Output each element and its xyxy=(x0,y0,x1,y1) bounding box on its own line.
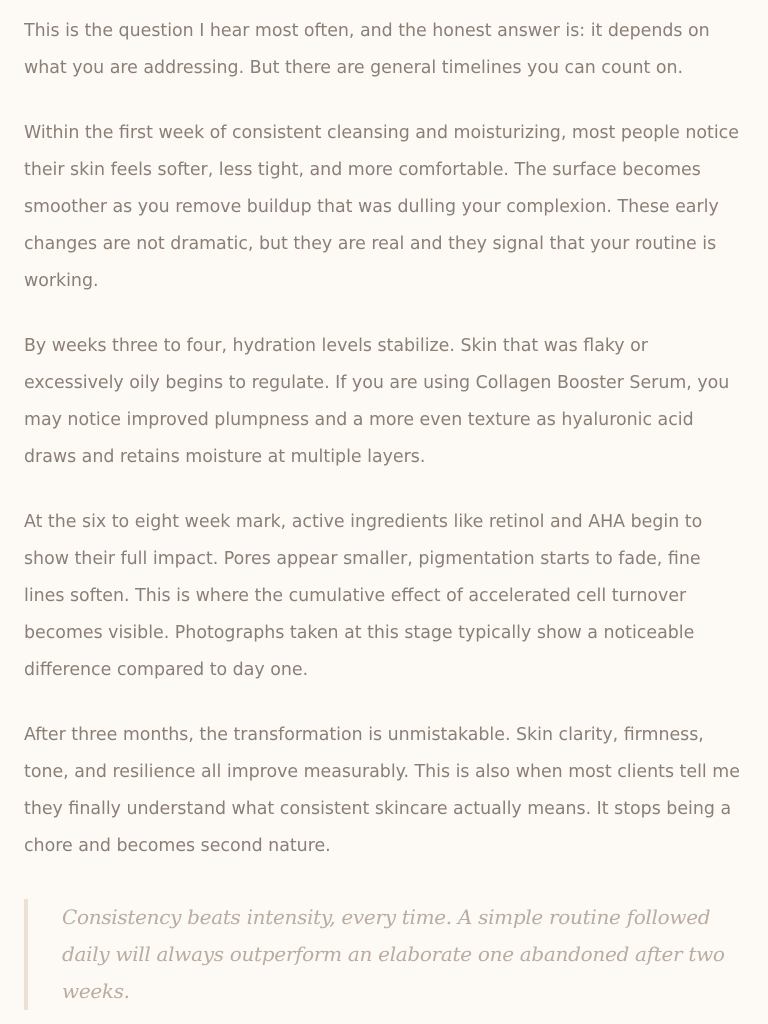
paragraph-intro: This is the question I hear most often, and the honest answer is: it depends on what you are addressing. But there are general timelines you can count on. xyxy=(24,21,710,78)
paragraph-weeks-three-four: By weeks three to four, hydration levels stabilize. Skin that was flaky or excessively oily begins to regulate. If you are using Collagen Booster Serum, you may notice improved plumpness and a more even texture as hyaluronic acid draws and retains moisture at multiple layers. xyxy=(24,336,730,467)
paragraph-first-week: Within the first week of consistent cleansing and moisturizing, most people notice their skin feels softer, less tight, and more comfortable. The surface becomes smoother as you remove buildup that was dulling your complexion. These early changes are not dramatic, but they are real and they signal that your routine is working. xyxy=(24,123,739,291)
paragraph-three-months: After three months, the transformation is unmistakable. Skin clarity, firmness, tone, and resilience all improve measurably. This is also when most clients tell me they finally understand what consistent skincare actually means. It stops being a chore and becomes second nature. xyxy=(24,725,740,856)
pull-quote: Consistency beats intensity, every time. A simple routine followed daily will always outperform an elaborate one abandoned after two weeks. xyxy=(24,899,744,1010)
paragraph-six-eight-weeks: At the six to eight week mark, active ingredients like retinol and AHA begin to show their full impact. Pores appear smaller, pigmentation starts to fade, fine lines soften. This is where the cumulative effect of accelerated cell turnover becomes visible. Photographs taken at this stage typically show a noticeable difference compared to day one. xyxy=(24,512,703,680)
